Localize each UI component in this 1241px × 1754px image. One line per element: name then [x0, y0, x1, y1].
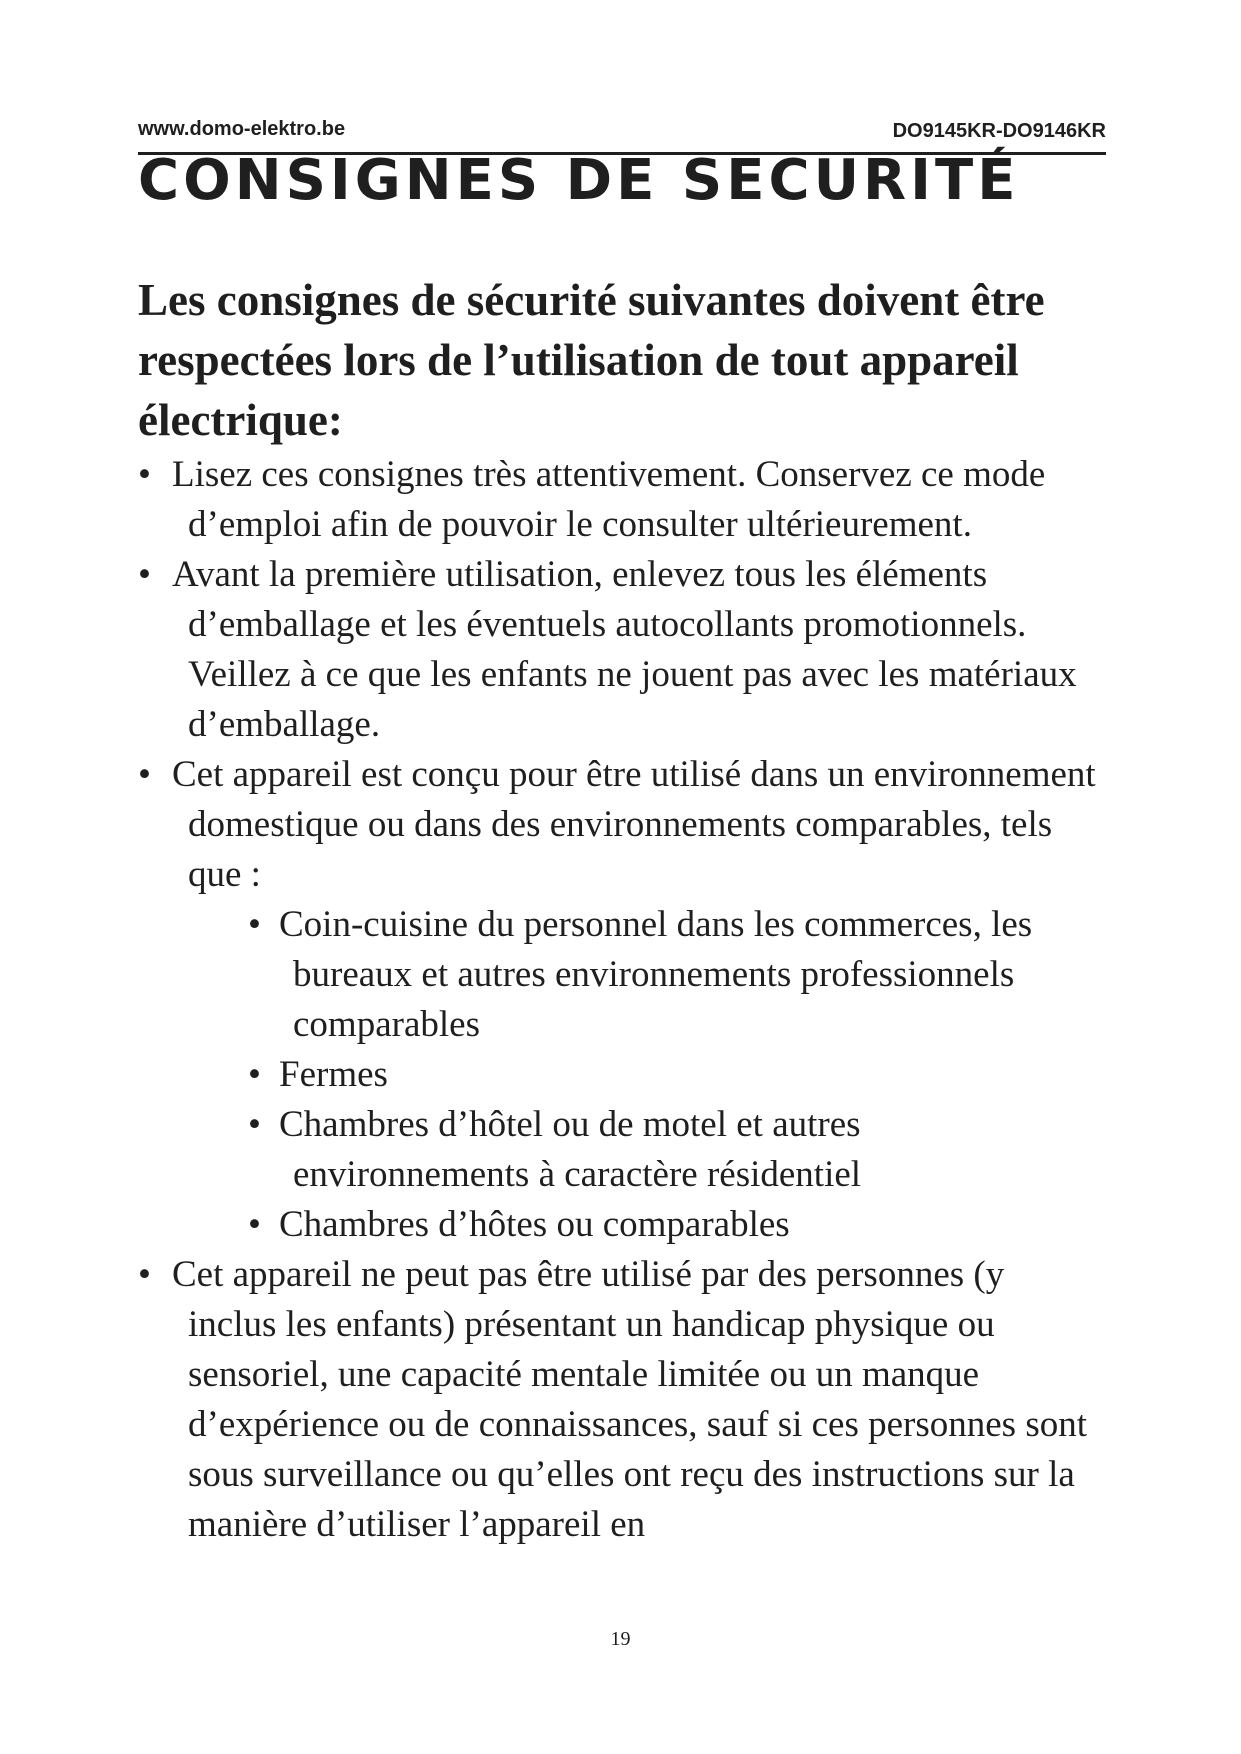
- sub-list-item: • Chambres d’hôtes ou comparables: [248, 1200, 1098, 1250]
- sub-list: [248, 900, 1098, 1250]
- list-item: • Avant la première utilisation, enlevez tous les éléments d’emballage et les éventuels autocollants promotionnels. Veillez à ce que les enfants ne jouent pas avec les matériaux d’emballage.: [138, 550, 1098, 750]
- page-title: CONSIGNES DE SECURITÉ: [138, 148, 1020, 213]
- sub-list-item: • Chambres d’hôtel ou de motel et autres environnements à caractère résidentiel: [248, 1100, 1098, 1200]
- intro-heading: Les consignes de sécurité suivantes doivent être respectées lors de l’utilisation de tout appareil électrique:: [138, 275, 1045, 445]
- list-item: • Cet appareil est conçu pour être utilisé dans un environnement domestique ou dans des environnements comparables, tels que :: [138, 750, 1098, 900]
- model-number: DO9145KR-DO9146KR: [892, 120, 1106, 142]
- website-url: www.domo-elektro.be: [138, 118, 346, 140]
- list-item: • Cet appareil ne peut pas être utilisé par des personnes (y inclus les enfants) présentant un handicap physique ou sensoriel, une capacité mentale limitée ou un manque d’expérience ou de connaissances, sauf si ces personnes sont sous surveillance ou qu’elles ont reçu des instructions sur la manière d’utiliser l’appareil en: [138, 1250, 1098, 1550]
- sub-list-item: • Coin-cuisine du personnel dans les commerces, les bureaux et autres environnements professionnels comparables: [248, 900, 1098, 1050]
- safety-list: [138, 450, 1098, 1550]
- sub-list-item: • Fermes: [248, 1050, 1098, 1100]
- list-item: • Lisez ces consignes très attentivement. Conservez ce mode d’emploi afin de pouvoir le consulter ultérieurement.: [138, 450, 1098, 550]
- page-number: 19: [610, 1628, 631, 1650]
